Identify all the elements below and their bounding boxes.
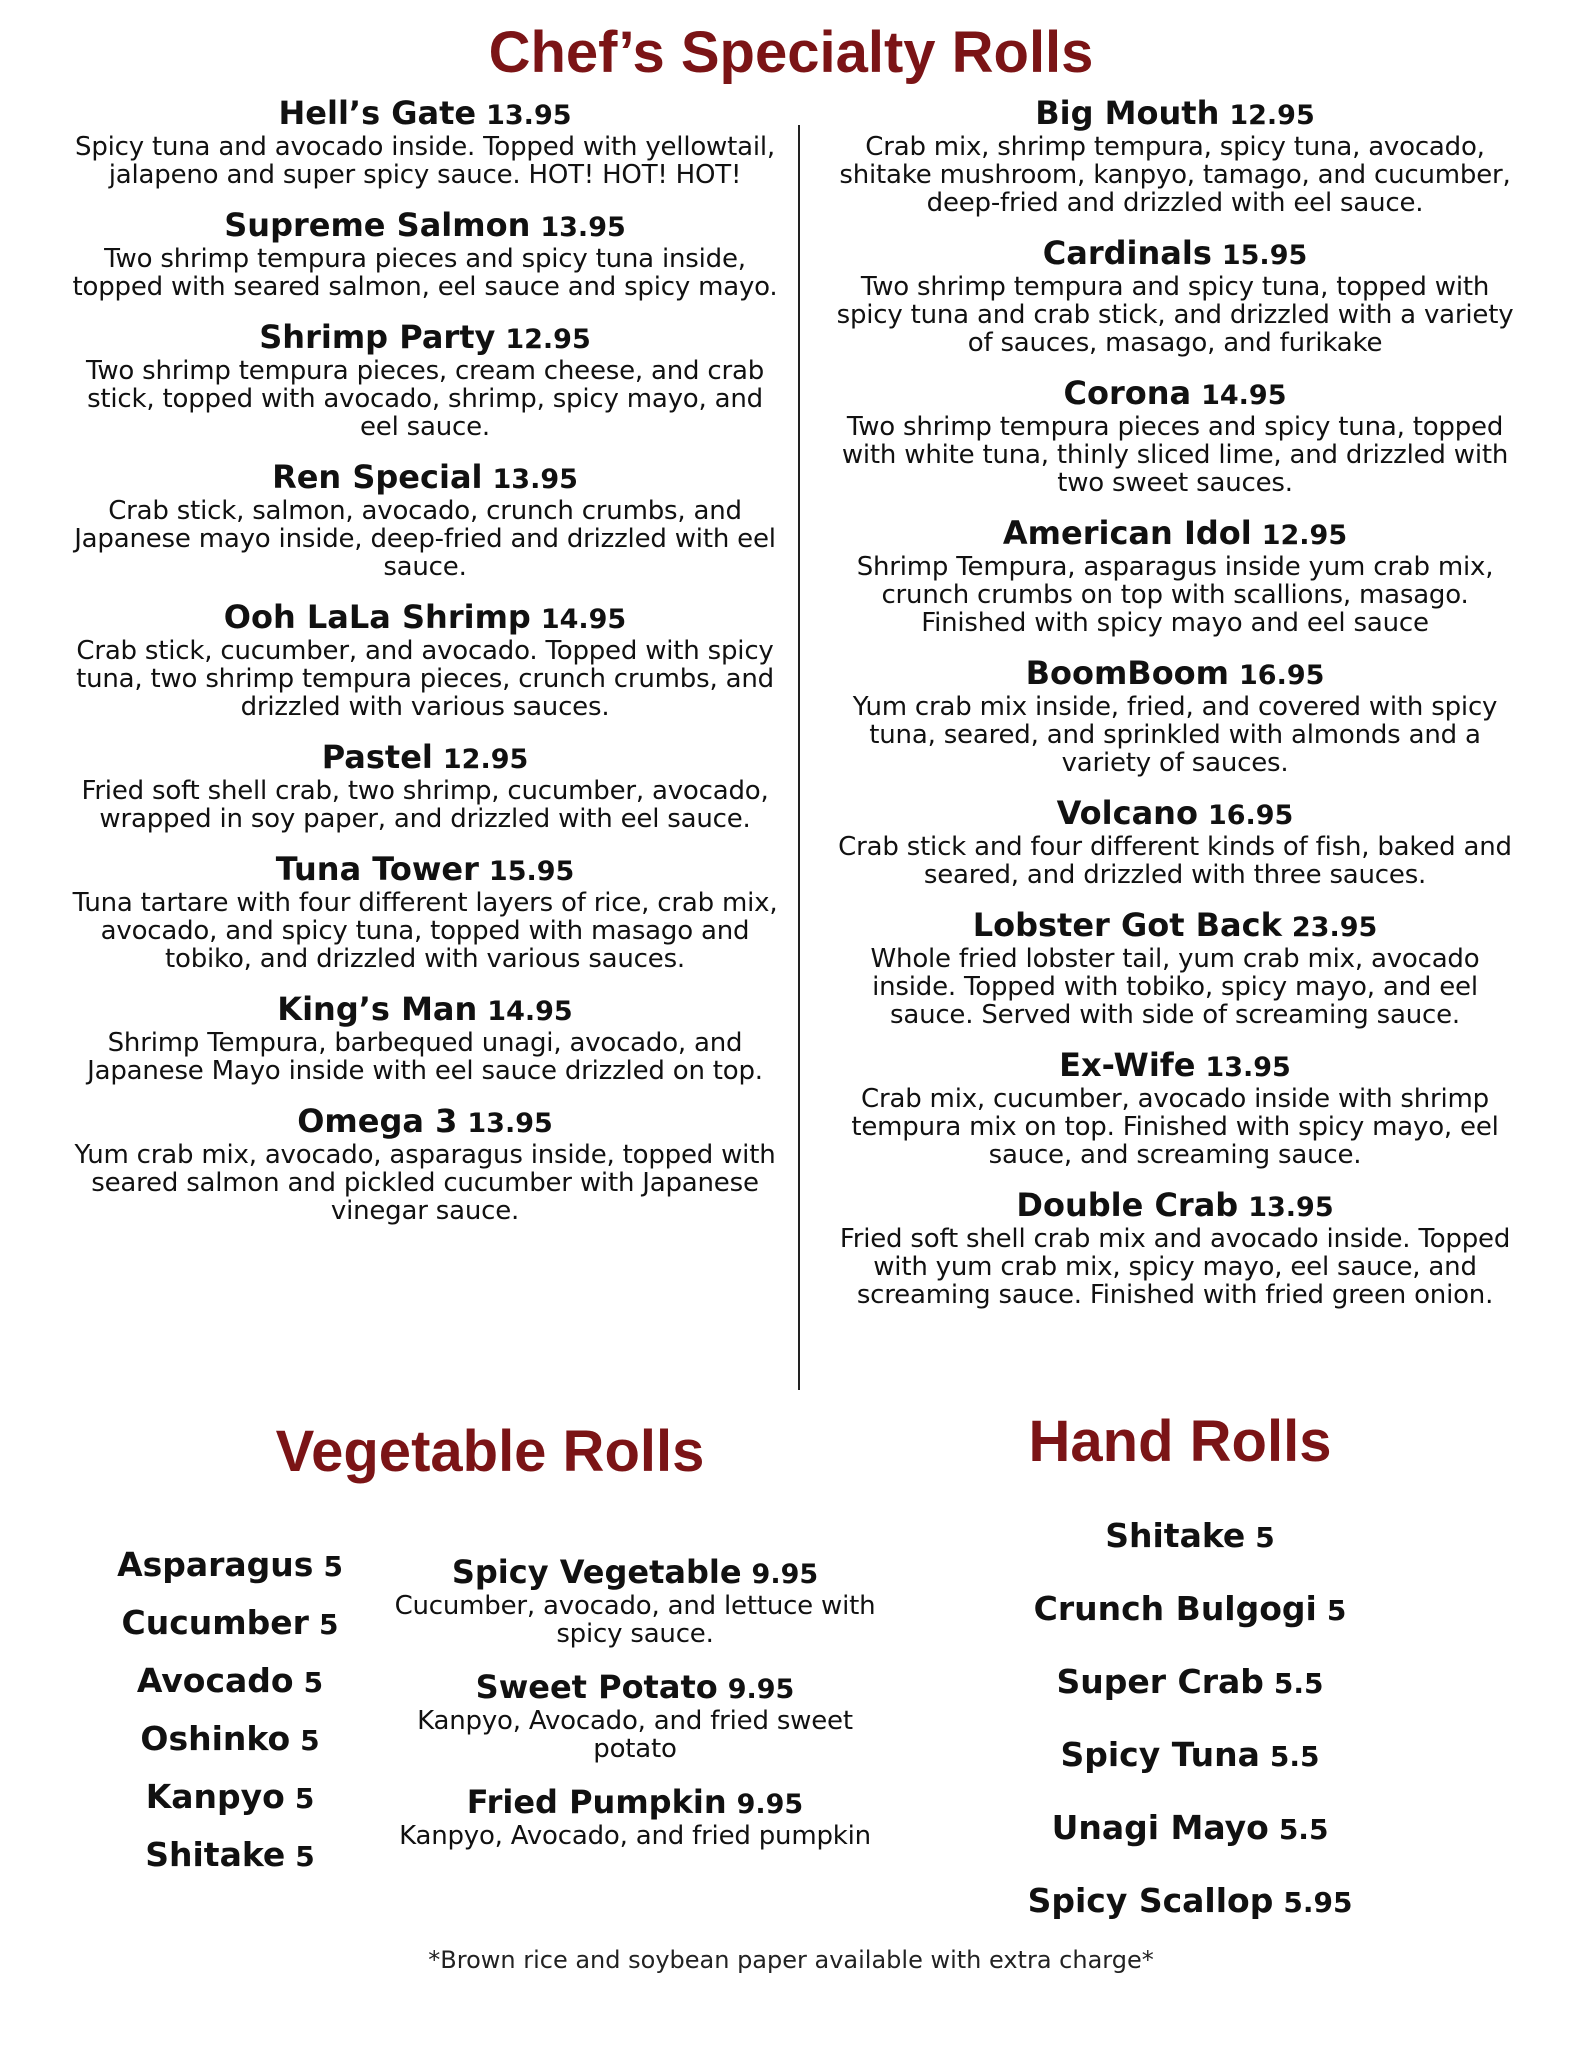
item-name: Corona <box>1063 374 1192 412</box>
menu-item <box>830 796 1520 889</box>
item-price: 15.95 <box>1221 240 1308 271</box>
item-price: 23.95 <box>1291 912 1378 943</box>
item-description: Spicy tuna and avocado inside. Topped with yellowtail, jalapeno and super spicy sauce. HOT! HOT! HOT! <box>75 132 775 190</box>
menu-item <box>830 1048 1520 1169</box>
item-price: 12.95 <box>1261 520 1348 551</box>
item-description: Yum crab mix inside, fried, and covered with spicy tuna, seared, and sprinkled with almonds and a variety of sauces. <box>852 692 1498 778</box>
menu-item <box>70 600 780 721</box>
menu-item <box>70 740 780 833</box>
list-item <box>90 1653 370 1711</box>
item-price: 9.95 <box>751 1559 819 1590</box>
item-price: 9.95 <box>736 1789 804 1820</box>
item-price: 12.95 <box>505 324 591 355</box>
menu-item <box>830 236 1520 357</box>
item-description: Cucumber, avocado, and lettuce with spicy sauce. <box>394 1591 876 1649</box>
list-item <box>1000 1500 1380 1573</box>
item-description: Crab mix, cucumber, avocado inside with shrimp tempura mix on top. Finished with spicy mayo, eel sauce, and screaming sauce. <box>851 1084 1499 1170</box>
menu-item <box>70 852 780 973</box>
item-description: Crab mix, shrimp tempura, spicy tuna, avocado, shitake mushroom, kanpyo, tamago, and cucumber, deep-fried and drizzled with eel sauce. <box>839 132 1511 218</box>
item-description: Two shrimp tempura pieces and spicy tuna, topped with white tuna, thinly sliced lime, and drizzled with two sweet sauces. <box>841 412 1509 498</box>
item-price: 5 <box>303 1666 324 1699</box>
item-description: Crab stick, salmon, avocado, crunch crumbs, and Japanese mayo inside, deep-fried and drizzled with eel sauce. <box>74 496 776 582</box>
item-name: Double Crab <box>1016 1186 1239 1224</box>
item-name: Fried Pumpkin <box>466 1783 727 1821</box>
item-name: Cardinals <box>1042 234 1212 272</box>
vegetable-simple-list <box>90 1537 370 1885</box>
menu-item <box>70 320 780 441</box>
chef-rolls-left-column <box>70 96 780 1244</box>
menu-item <box>385 1555 885 1648</box>
list-item <box>1000 1646 1380 1719</box>
list-item <box>1000 1792 1380 1865</box>
item-name: Sweet Potato <box>475 1668 718 1706</box>
item-price: 5 <box>1255 1521 1275 1554</box>
item-price: 14.95 <box>487 996 573 1027</box>
item-name: Avocado <box>136 1661 294 1700</box>
item-name: Tuna Tower <box>275 850 479 888</box>
item-price: 5.5 <box>1273 1667 1324 1700</box>
item-name: Omega 3 <box>297 1102 458 1140</box>
item-name: Crunch Bulgogi <box>1033 1589 1317 1628</box>
list-item <box>90 1711 370 1769</box>
item-price: 13.95 <box>1248 1192 1334 1223</box>
hand-rolls-title: Hand Rolls <box>1028 1409 1332 1474</box>
menu-item <box>385 1670 885 1763</box>
item-name: Volcano <box>1056 794 1198 832</box>
item-name: Oshinko <box>140 1719 291 1758</box>
item-description: Fried soft shell crab, two shrimp, cucumber, avocado, wrapped in soy paper, and drizzled with eel sauce. <box>81 776 769 834</box>
list-item <box>90 1537 370 1595</box>
item-price: 9.95 <box>727 1674 795 1705</box>
item-price: 5 <box>318 1608 339 1641</box>
list-item <box>1000 1573 1380 1646</box>
item-price: 13.95 <box>540 212 626 243</box>
item-price: 12.95 <box>1229 100 1315 131</box>
item-price: 5 <box>1326 1594 1347 1627</box>
menu-item <box>830 96 1520 217</box>
menu-item <box>70 1104 780 1225</box>
item-description: Kanpyo, Avocado, and fried pumpkin <box>399 1821 871 1851</box>
item-name: Kanpyo <box>145 1777 285 1816</box>
item-name: Pastel <box>321 738 433 776</box>
list-item <box>90 1595 370 1653</box>
item-name: Asparagus <box>117 1545 314 1584</box>
item-name: Supreme Salmon <box>224 206 531 244</box>
item-price: 5 <box>323 1550 343 1583</box>
item-name: Ex-Wife <box>1059 1046 1196 1084</box>
chef-rolls-right-column <box>830 96 1520 1328</box>
menu-item <box>830 656 1520 777</box>
item-description: Whole fried lobster tail, yum crab mix, avocado inside. Topped with tobiko, spicy mayo, and eel sauce. Served with side of screaming sauce. <box>870 944 1480 1030</box>
item-price: 5 <box>300 1724 320 1757</box>
menu-item <box>830 908 1520 1029</box>
list-item <box>90 1769 370 1827</box>
item-description: Crab stick and four different kinds of fish, baked and seared, and drizzled with three sauces. <box>838 832 1512 890</box>
item-name: Shitake <box>1105 1516 1246 1555</box>
list-item <box>1000 1865 1380 1938</box>
item-price: 13.95 <box>467 1108 553 1139</box>
menu-item <box>70 460 780 581</box>
item-price: 5.95 <box>1283 1886 1353 1919</box>
item-name: Unagi Mayo <box>1051 1808 1269 1847</box>
item-name: Shrimp Party <box>259 318 496 356</box>
item-description: Two shrimp tempura and spicy tuna, topped with spicy tuna and crab stick, and drizzled with a variety of sauces, masago, and furikake <box>836 272 1514 358</box>
chef-specialty-title: Chef’s Specialty Rolls <box>488 20 1094 85</box>
item-price: 5 <box>294 1782 315 1815</box>
item-name: BoomBoom <box>1025 654 1229 692</box>
item-name: Cucumber <box>121 1603 309 1642</box>
item-description: Tuna tartare with four different layers of rice, crab mix, avocado, and spicy tuna, topped with masago and tobiko, and drizzled with various sauces. <box>72 888 778 974</box>
item-price: 15.95 <box>488 856 575 887</box>
item-price: 13.95 <box>1205 1052 1291 1083</box>
item-name: Spicy Scallop <box>1027 1881 1274 1920</box>
item-price: 16.95 <box>1207 800 1294 831</box>
item-description: Kanpyo, Avocado, and fried sweet potato <box>417 1706 853 1764</box>
item-name: Spicy Tuna <box>1060 1735 1260 1774</box>
vegetable-rolls-title: Vegetable Rolls <box>275 1419 705 1484</box>
column-divider <box>798 125 800 1390</box>
item-name: Ooh LaLa Shrimp <box>223 598 531 636</box>
item-description: Yum crab mix, avocado, asparagus inside, topped with seared salmon and pickled cucumber with Japanese vinegar sauce. <box>74 1140 776 1226</box>
item-name: King’s Man <box>277 990 478 1028</box>
item-price: 13.95 <box>492 464 578 495</box>
item-name: Shitake <box>145 1835 286 1874</box>
item-description: Fried soft shell crab mix and avocado inside. Topped with yum crab mix, spicy mayo, eel sauce, and screaming sauce. Finished with fried green onion. <box>839 1224 1511 1310</box>
menu-item <box>830 516 1520 637</box>
menu-item <box>830 376 1520 497</box>
item-name: Super Crab <box>1056 1662 1264 1701</box>
item-price: 12.95 <box>442 744 529 775</box>
item-price: 5.5 <box>1278 1813 1329 1846</box>
item-price: 14.95 <box>1201 380 1287 411</box>
item-description: Shrimp Tempura, barbequed unagi, avocado, and Japanese Mayo inside with eel sauce drizzled on top. <box>87 1028 763 1086</box>
item-name: American Idol <box>1002 514 1252 552</box>
item-description: Crab stick, cucumber, and avocado. Topped with spicy tuna, two shrimp tempura pieces, crunch crumbs, and drizzled with various sauces. <box>76 636 774 722</box>
hand-rolls-list <box>1000 1500 1380 1938</box>
item-name: Spicy Vegetable <box>451 1553 742 1591</box>
item-description: Shrimp Tempura, asparagus inside yum crab mix, crunch crumbs on top with scallions, masago. Finished with spicy mayo and eel sauce <box>856 552 1494 638</box>
vegetable-special-list <box>385 1555 885 1872</box>
menu-item <box>70 96 780 189</box>
menu-item <box>830 1188 1520 1309</box>
item-name: Hell’s Gate <box>278 94 477 132</box>
item-name: Big Mouth <box>1035 94 1220 132</box>
list-item <box>1000 1719 1380 1792</box>
item-description: Two shrimp tempura pieces and spicy tuna inside, topped with seared salmon, eel sauce and spicy mayo. <box>72 244 778 302</box>
list-item <box>90 1827 370 1885</box>
item-price: 13.95 <box>486 100 572 131</box>
item-price: 14.95 <box>540 604 627 635</box>
item-price: 16.95 <box>1239 660 1325 691</box>
menu-item <box>385 1785 885 1850</box>
menu-item <box>70 208 780 301</box>
item-price: 5 <box>295 1840 315 1873</box>
menu-item <box>70 992 780 1085</box>
item-name: Ren Special <box>272 458 483 496</box>
item-description: Two shrimp tempura pieces, cream cheese, and crab stick, topped with avocado, shrimp, spicy mayo, and eel sauce. <box>85 356 765 442</box>
item-name: Lobster Got Back <box>972 906 1282 944</box>
item-price: 5.5 <box>1269 1740 1320 1773</box>
footnote: *Brown rice and soybean paper available with extra charge* <box>428 1946 1154 1974</box>
